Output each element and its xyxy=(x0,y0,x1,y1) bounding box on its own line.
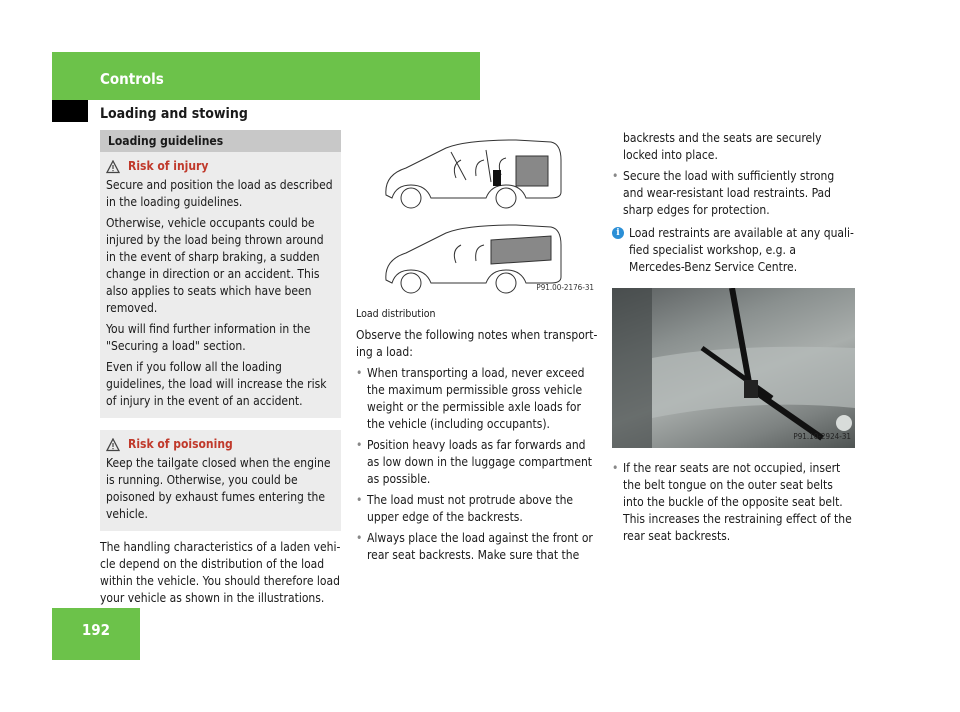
vehicle-diagram-svg xyxy=(356,130,598,300)
warning-text: You will find further information in the "Securing a load" section. xyxy=(106,322,311,353)
subsection-title: Loading and stowing xyxy=(100,106,248,122)
list-item: • If the rear seats are not occupied, insert the belt tongue on the outer seat belts into the buckle of the opposite seat belt. This increases the restraining effect of the rear seat backrests. xyxy=(612,460,855,545)
page-number-box xyxy=(52,608,140,660)
bullet-list xyxy=(356,365,598,564)
seat-belt-illustration xyxy=(612,288,855,448)
load-distribution-diagram xyxy=(356,130,598,300)
figure-code: P91.10-2924-31 xyxy=(793,432,851,441)
list-item: • Always place the load against the front or rear seat backrests. Make sure that the xyxy=(356,530,598,564)
list-item: • Position heavy loads as far forwards and as low down in the luggage compartment as possible. xyxy=(356,437,598,488)
warning-poisoning xyxy=(100,430,341,531)
warning-title: Risk of injury xyxy=(128,159,209,173)
header-marker xyxy=(52,100,88,122)
warning-injury xyxy=(100,152,341,418)
column-3 xyxy=(612,130,855,545)
warning-triangle-icon xyxy=(106,438,120,452)
warning-text: Otherwise, vehicle occupants could be injured by the load being thrown around in the event of sharp braking, a sudden change in direction or an accident. This also applies to seats which have been removed. xyxy=(106,216,324,315)
list-item: • The load must not protrude above the upper edge of the backrests. xyxy=(356,492,598,526)
warning-triangle-icon xyxy=(106,160,120,174)
section-title: Controls xyxy=(100,70,164,88)
loading-guidelines-heading: Loading guidelines xyxy=(100,130,341,152)
warning-text: Keep the tailgate closed when the engine is running. Otherwise, you could be poisoned by exhaust fumes entering the vehicle. xyxy=(106,456,331,521)
list-item: • Secure the load with sufficiently strong and wear-resistant load restraints. Pad sharp edges for protection. xyxy=(612,168,855,219)
info-text: Load restraints are available at any quali-fied specialist workshop, e.g. a Mercedes-Benz Service Centre. xyxy=(629,226,854,274)
warning-text: Even if you follow all the loading guidelines, the load will increase the risk of injury in the event of an accident. xyxy=(106,360,327,408)
intro-text: Observe the following notes when transport-ing a load: xyxy=(356,328,598,359)
bullet-list xyxy=(612,460,855,545)
info-note xyxy=(612,225,855,276)
bullet-list xyxy=(612,168,855,219)
column-2 xyxy=(356,130,598,564)
rear-seat-photo xyxy=(612,288,855,448)
page-number: 192 xyxy=(81,621,111,639)
body-text: The handling characteristics of a laden vehi-cle depend on the distribution of the load within the vehicle. You should therefore load your vehicle as shown in the illustrations. xyxy=(100,540,341,605)
continued-text: backrests and the seats are securely locked into place. xyxy=(623,131,822,162)
figure-code: P91.00-2176-31 xyxy=(536,283,594,292)
info-icon: i xyxy=(612,227,624,239)
warning-title: Risk of poisoning xyxy=(128,437,233,451)
figure-caption: Load distribution xyxy=(356,308,436,320)
warning-text: Secure and position the load as described in the loading guidelines. xyxy=(106,178,333,209)
column-1 xyxy=(100,130,341,607)
list-item: • When transporting a load, never exceed the maximum permissible gross vehicle weight or the permissible axle loads for the vehicle (including occupants). xyxy=(356,365,598,433)
